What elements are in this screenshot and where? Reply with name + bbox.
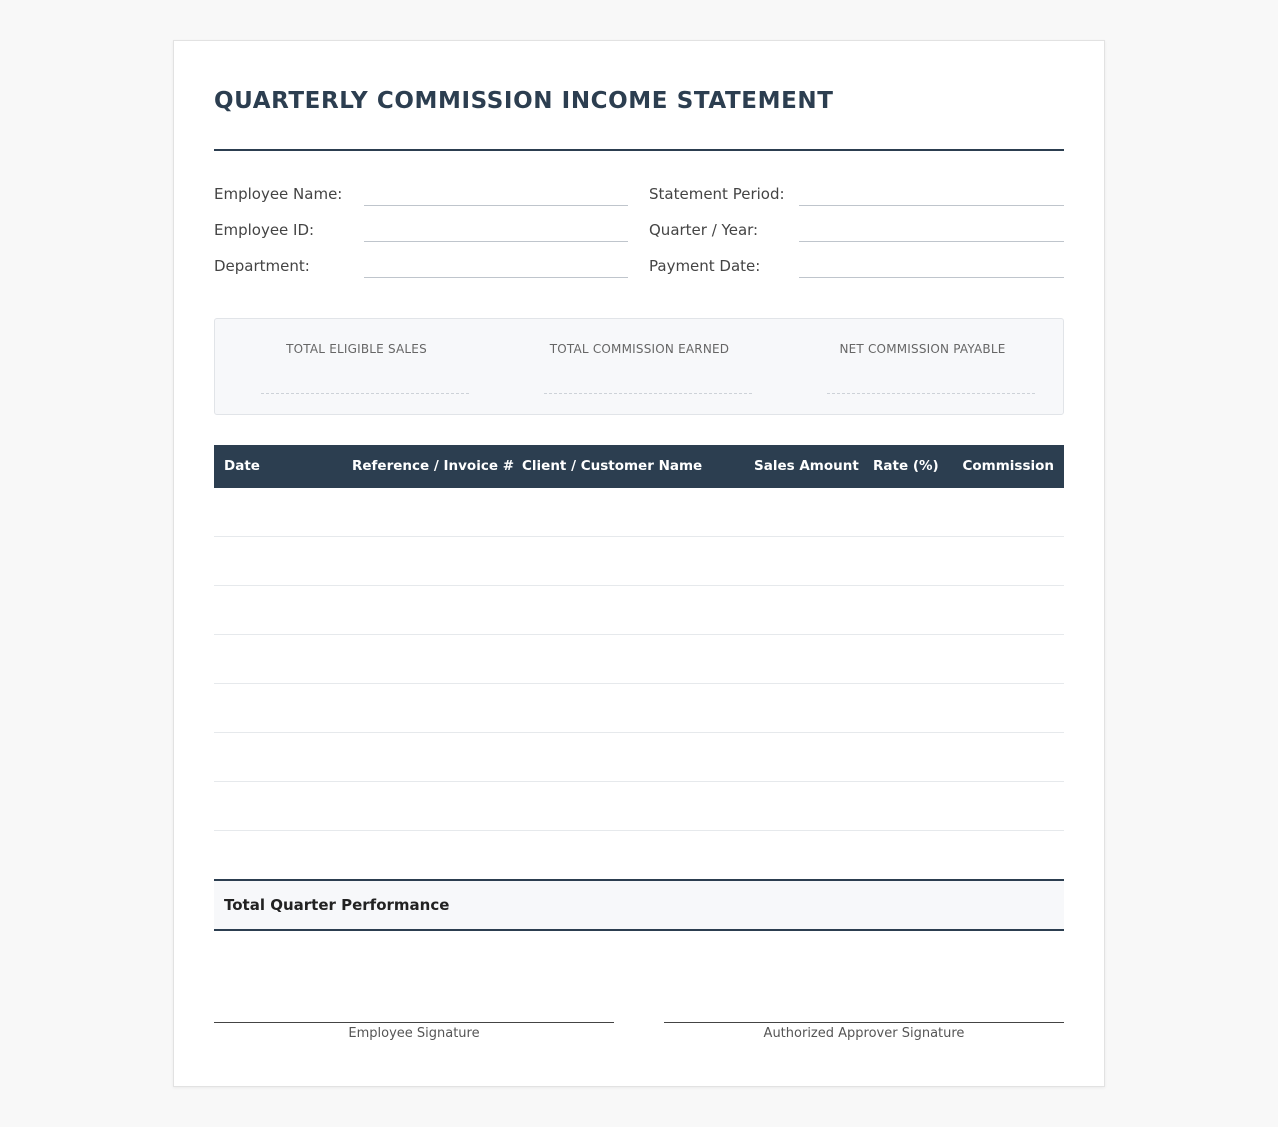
column-header-sales-amount: Sales Amount [754,458,859,474]
approver-signature-label: Authorized Approver Signature [763,1026,965,1041]
info-row-2 [214,217,1064,247]
total-quarter-performance-label: Total Quarter Performance [224,896,450,914]
statement-period-field[interactable] [799,205,1064,206]
total-commission-earned-label: TOTAL COMMISSION EARNED [549,342,730,356]
column-header-rate: Rate (%) [873,458,939,474]
info-row-3 [214,253,1064,283]
payment-date-label: Payment Date: [649,257,761,275]
payment-date-field[interactable] [799,277,1064,278]
total-row [214,879,1064,931]
summary-total-commission-earned [498,319,781,416]
net-commission-payable-field[interactable] [827,393,1035,394]
summary-total-eligible-sales [215,319,498,416]
approver-signature-line[interactable] [664,1022,1064,1023]
quarter-year-label: Quarter / Year: [649,221,759,239]
net-commission-payable-label: NET COMMISSION PAYABLE [839,342,1006,356]
table-row[interactable] [214,831,1064,879]
employee-name-label: Employee Name: [214,185,343,203]
department-field[interactable] [364,277,628,278]
table-row[interactable] [214,635,1064,684]
info-row-1 [214,181,1064,211]
total-eligible-sales-field[interactable] [261,393,469,394]
column-header-client: Client / Customer Name [522,458,703,474]
table-row[interactable] [214,586,1064,635]
employee-signature [214,1022,614,1041]
table-header [214,445,1064,488]
table-row[interactable] [214,488,1064,537]
table-row[interactable] [214,537,1064,586]
table-row[interactable] [214,684,1064,733]
total-eligible-sales-label: TOTAL ELIGIBLE SALES [286,342,427,356]
document-title: QUARTERLY COMMISSION INCOME STATEMENT [214,88,834,114]
department-label: Department: [214,257,310,275]
total-commission-earned-field[interactable] [544,393,752,394]
employee-id-label: Employee ID: [214,221,315,239]
summary-net-commission-payable [781,319,1064,416]
title-divider [214,149,1064,151]
employee-signature-line[interactable] [214,1022,614,1023]
quarter-year-field[interactable] [799,241,1064,242]
employee-id-field[interactable] [364,241,628,242]
employee-name-field[interactable] [364,205,628,206]
statement-page [173,40,1105,1087]
approver-signature [664,1022,1064,1041]
table-row[interactable] [214,733,1064,782]
column-header-reference: Reference / Invoice # [352,458,514,474]
column-header-date: Date [224,458,260,474]
summary-box [214,318,1064,415]
table-row[interactable] [214,782,1064,831]
employee-signature-label: Employee Signature [348,1026,480,1041]
statement-period-label: Statement Period: [649,185,785,203]
column-header-commission: Commission [962,458,1054,474]
